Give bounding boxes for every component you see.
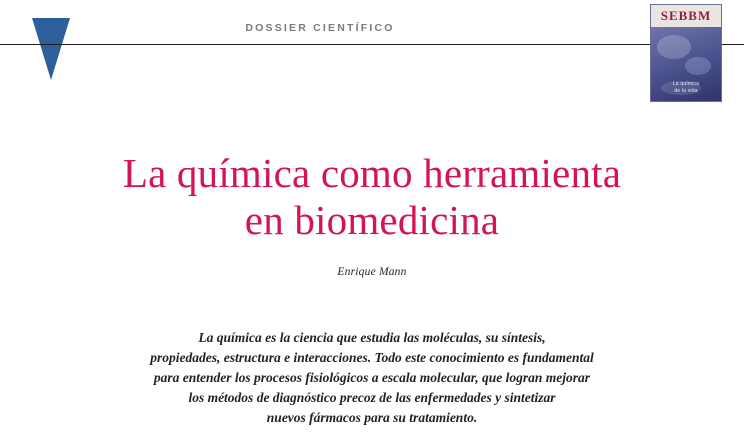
cover-caption-line-1: La química xyxy=(672,81,700,87)
title-block xyxy=(0,150,744,278)
abstract-line: La química es la ciencia que estudia las moléculas, su síntesis, xyxy=(198,330,546,345)
cover-caption xyxy=(651,81,721,95)
cover-blob-icon xyxy=(657,35,691,59)
article-abstract xyxy=(0,328,744,428)
abstract-line: para entender los procesos fisiológicos a escala molecular, que logran mejorar xyxy=(153,370,591,385)
section-kicker: DOSSIER CIENTÍFICO xyxy=(245,22,395,34)
title-line-1: La química como herramienta xyxy=(122,150,622,196)
abstract-line: nuevos fármacos para su tratamiento. xyxy=(266,410,478,425)
cover-blob-icon xyxy=(685,57,711,75)
abstract-line: propiedades, estructura e interacciones. Todo este conocimiento es fundamental xyxy=(150,350,594,365)
magazine-cover-thumbnail xyxy=(650,4,722,102)
abstract-line: los métodos de diagnóstico precoz de las enfermedades y sintetizar xyxy=(188,390,556,405)
title-line-2: en biomedicina xyxy=(244,197,500,243)
sebbm-logo: SEBBM xyxy=(660,8,712,23)
author-name: Enrique Mann xyxy=(337,266,407,278)
page-title xyxy=(0,150,744,244)
cover-masthead xyxy=(651,5,721,27)
cover-caption-line-2: de la vida xyxy=(674,88,698,94)
page-header xyxy=(0,0,744,112)
cover-artwork xyxy=(651,27,721,102)
header-divider xyxy=(0,44,744,45)
